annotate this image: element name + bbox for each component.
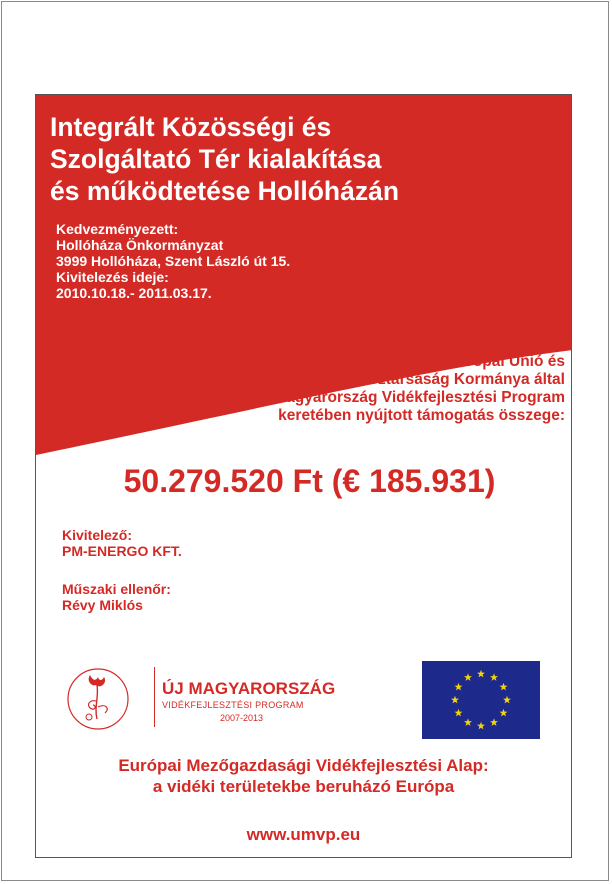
support-line-3: az Új Magyarország Vidékfejlesztési Program <box>232 389 565 406</box>
website-link[interactable]: www.umvp.eu <box>246 825 361 844</box>
program-logo-title: ÚJ MAGYARORSZÁG <box>162 679 336 698</box>
title-line-2: Szolgáltató Tér kialakítása <box>50 144 382 174</box>
support-amount: 50.279.520 Ft (€ 185.931) <box>123 463 496 499</box>
beneficiary-block <box>56 221 290 301</box>
beneficiary-name: Hollóháza Önkormányzat <box>56 237 224 253</box>
contractor-value: PM-ENERGO KFT. <box>62 543 182 559</box>
title-line-1: Integrált Közösségi és <box>50 112 332 142</box>
support-line-4: keretében nyújtott támogatás összege: <box>278 407 565 424</box>
title-line-3: és működtetése Hollóházán <box>50 176 400 206</box>
beneficiary-label: Kedvezményezett: <box>56 221 179 237</box>
fund-line-1: Európai Mezőgazdasági Vidékfejlesztési Alap: <box>118 756 489 775</box>
contractor-block <box>62 527 182 559</box>
program-logo-years: 2007-2013 <box>220 713 264 723</box>
logo-separator <box>154 667 155 727</box>
program-logo-text <box>162 679 335 725</box>
inspector-value: Révy Miklós <box>62 597 143 613</box>
support-line-1: Az Európai Unió és <box>423 353 565 370</box>
beneficiary-address: 3999 Hollóháza, Szent László út 15. <box>56 253 291 269</box>
fund-line-2: a vidéki területekbe beruházó Európa <box>152 777 455 796</box>
period-label: Kivitelezés ideje: <box>56 269 169 285</box>
eu-flag-icon <box>422 661 540 739</box>
inspector-label: Műszaki ellenőr: <box>62 581 171 597</box>
contractor-label: Kivitelező: <box>62 527 133 543</box>
program-logo-subtitle: VIDÉKFEJLESZTÉSI PROGRAM <box>162 700 304 710</box>
poster-title <box>50 111 399 207</box>
support-line-2: a Magyar Köztársaság Kormánya által <box>285 371 565 388</box>
tulip-logo-icon <box>66 661 130 733</box>
period-value: 2010.10.18.- 2011.03.17. <box>56 285 212 301</box>
support-statement <box>233 353 565 425</box>
fund-statement <box>36 755 571 797</box>
poster <box>35 94 572 858</box>
inspector-block <box>62 581 171 613</box>
